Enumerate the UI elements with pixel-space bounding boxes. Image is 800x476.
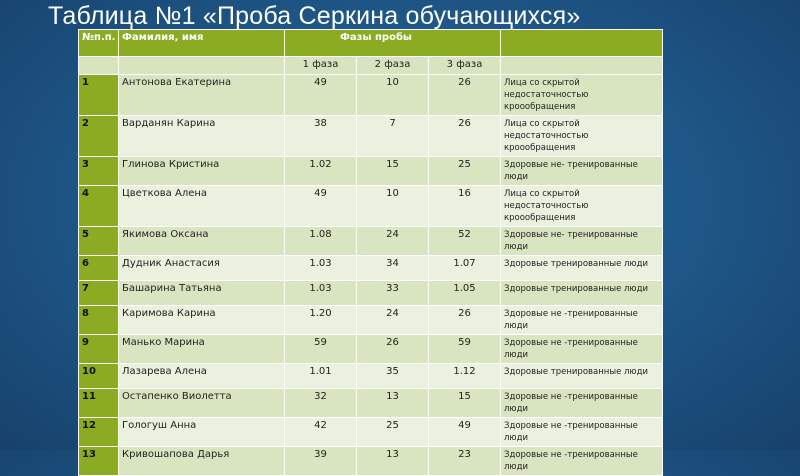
header-phase-1: 1 фаза <box>285 57 357 75</box>
table-row <box>79 335 663 364</box>
phase-1-value: 1.08 <box>285 227 357 256</box>
row-number: 8 <box>79 306 119 335</box>
subheader-blank-3 <box>501 57 663 75</box>
row-number: 5 <box>79 227 119 256</box>
row-number: 11 <box>79 389 119 418</box>
phase-1-value: 42 <box>285 418 357 447</box>
phase-1-value: 38 <box>285 116 357 157</box>
table-row <box>79 447 663 476</box>
table-row <box>79 256 663 281</box>
category: Лица со скрытой недостаточностью кроообращения <box>501 116 663 157</box>
table-row <box>79 389 663 418</box>
phase-2-value: 33 <box>357 281 429 306</box>
row-number: 6 <box>79 256 119 281</box>
phase-3-value: 26 <box>429 75 501 116</box>
row-number: 10 <box>79 364 119 389</box>
category: Здоровые не- тренированные люди <box>501 157 663 186</box>
student-name: Остапенко Виолетта <box>119 389 285 418</box>
phase-2-value: 24 <box>357 306 429 335</box>
phase-3-value: 49 <box>429 418 501 447</box>
table-row <box>79 227 663 256</box>
student-name: Башарина Татьяна <box>119 281 285 306</box>
phase-3-value: 26 <box>429 116 501 157</box>
phase-1-value: 32 <box>285 389 357 418</box>
category: Здоровые тренированные люди <box>501 364 663 389</box>
student-name: Якимова Оксана <box>119 227 285 256</box>
phase-1-value: 1.03 <box>285 281 357 306</box>
phase-1-value: 59 <box>285 335 357 364</box>
header-blank <box>501 30 663 57</box>
student-name: Варданян Карина <box>119 116 285 157</box>
table-row <box>79 186 663 227</box>
phase-2-value: 13 <box>357 389 429 418</box>
phase-3-value: 16 <box>429 186 501 227</box>
row-number: 2 <box>79 116 119 157</box>
table-row <box>79 281 663 306</box>
phase-3-value: 15 <box>429 389 501 418</box>
phase-1-value: 1.01 <box>285 364 357 389</box>
row-number: 1 <box>79 75 119 116</box>
subheader-blank-2 <box>119 57 285 75</box>
category: Здоровые не -тренированные люди <box>501 335 663 364</box>
row-number: 3 <box>79 157 119 186</box>
category: Здоровые тренированные люди <box>501 256 663 281</box>
category: Здоровые тренированные люди <box>501 281 663 306</box>
phase-3-value: 52 <box>429 227 501 256</box>
phase-2-value: 10 <box>357 186 429 227</box>
row-number: 4 <box>79 186 119 227</box>
phase-1-value: 49 <box>285 186 357 227</box>
table-row <box>79 75 663 116</box>
category: Здоровые не -тренированные люди <box>501 389 663 418</box>
table-row <box>79 418 663 447</box>
phase-2-value: 25 <box>357 418 429 447</box>
header-phase-3: 3 фаза <box>429 57 501 75</box>
student-name: Цветкова Алена <box>119 186 285 227</box>
student-name: Гологуш Анна <box>119 418 285 447</box>
phase-3-value: 23 <box>429 447 501 476</box>
student-name: Глинова Кристина <box>119 157 285 186</box>
row-number: 7 <box>79 281 119 306</box>
category: Здоровые не -тренированные люди <box>501 306 663 335</box>
row-number: 13 <box>79 447 119 476</box>
phase-1-value: 1.03 <box>285 256 357 281</box>
phase-3-value: 1.07 <box>429 256 501 281</box>
phase-2-value: 34 <box>357 256 429 281</box>
phase-3-value: 1.12 <box>429 364 501 389</box>
row-number: 9 <box>79 335 119 364</box>
subheader-blank-1 <box>79 57 119 75</box>
category: Лица со скрытой недостаточностью кроообращения <box>501 75 663 116</box>
phase-2-value: 26 <box>357 335 429 364</box>
phase-1-value: 1.02 <box>285 157 357 186</box>
table-row <box>79 157 663 186</box>
category: Лица со скрытой недостаточностью кроообращения <box>501 186 663 227</box>
phase-3-value: 1.05 <box>429 281 501 306</box>
category: Здоровые не- тренированные люди <box>501 227 663 256</box>
phase-3-value: 25 <box>429 157 501 186</box>
phase-2-value: 10 <box>357 75 429 116</box>
phase-2-value: 15 <box>357 157 429 186</box>
student-name: Лазарева Алена <box>119 364 285 389</box>
phase-3-value: 26 <box>429 306 501 335</box>
table-row <box>79 306 663 335</box>
table-subheader-row <box>79 57 663 75</box>
phase-2-value: 7 <box>357 116 429 157</box>
results-table <box>78 29 663 476</box>
student-name: Кривошапова Дарья <box>119 447 285 476</box>
category: Здоровые не -тренированные люди <box>501 418 663 447</box>
student-name: Антонова Екатерина <box>119 75 285 116</box>
row-number: 12 <box>79 418 119 447</box>
header-num: №п.п. <box>79 30 119 57</box>
student-name: Дудник Анастасия <box>119 256 285 281</box>
phase-2-value: 24 <box>357 227 429 256</box>
page-title: Таблица №1 «Проба Серкина обучающихся» <box>48 2 581 30</box>
student-name: Каримова Карина <box>119 306 285 335</box>
table-row <box>79 364 663 389</box>
table-header-row <box>79 30 663 57</box>
phase-2-value: 35 <box>357 364 429 389</box>
header-phases: Фазы пробы <box>285 30 501 57</box>
student-name: Манько Марина <box>119 335 285 364</box>
phase-1-value: 49 <box>285 75 357 116</box>
phase-1-value: 1.20 <box>285 306 357 335</box>
header-name: Фамилия, имя <box>119 30 285 57</box>
header-phase-2: 2 фаза <box>357 57 429 75</box>
phase-1-value: 39 <box>285 447 357 476</box>
table-row <box>79 116 663 157</box>
category: Здоровые не -тренированные люди <box>501 447 663 476</box>
phase-3-value: 59 <box>429 335 501 364</box>
phase-2-value: 13 <box>357 447 429 476</box>
